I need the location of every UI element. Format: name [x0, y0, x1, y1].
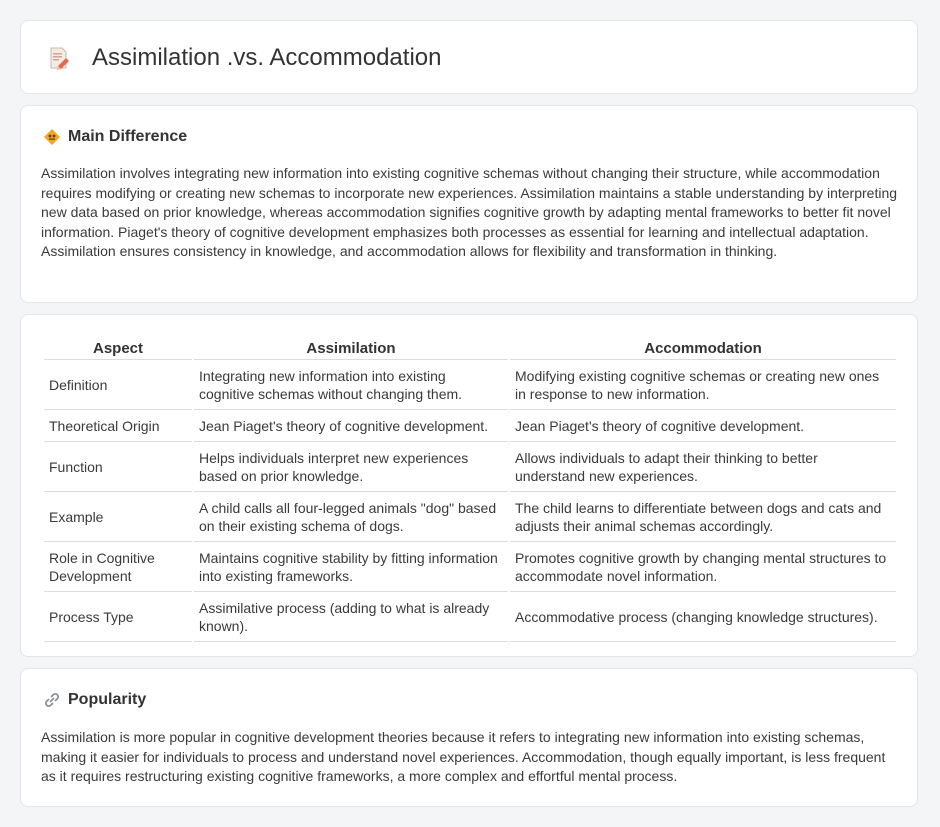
- popularity-heading: Popularity: [68, 691, 147, 708]
- row-assimilation: Jean Piaget's theory of cognitive development.: [194, 410, 508, 442]
- table-header-row: [44, 335, 896, 360]
- row-accommodation: Allows individuals to adapt their thinking to better understand new experiences.: [510, 442, 896, 492]
- row-aspect: Definition: [44, 360, 192, 410]
- row-accommodation: The child learns to differentiate between dogs and cats and adjusts their animal schemas accordingly.: [510, 492, 896, 542]
- header-assimilation: Assimilation: [194, 335, 508, 360]
- row-accommodation: Jean Piaget's theory of cognitive development.: [510, 410, 896, 442]
- title-card: [20, 20, 918, 94]
- row-aspect: Function: [44, 442, 192, 492]
- table-row: [44, 360, 896, 410]
- main-difference-text: Assimilation involves integrating new information into existing cognitive schemas without changing their structure, while accommodation requires modifying or creating new schemas to incorporate new experiences. Assimilation maintains a stable understanding by interpreting new data based on prior knowledge, whereas accommodation signifies cognitive growth by adapting mental frameworks to better fit novel information. Piaget's theory of cognitive development emphasizes both processes as essential for learning and intellectual adaptation. Assimilation ensures consistency in knowledge, and accommodation allows for flexibility and transformation in thinking.: [41, 165, 898, 259]
- row-assimilation: Assimilative process (adding to what is already known).: [194, 592, 508, 642]
- header-aspect: Aspect: [44, 335, 192, 360]
- row-accommodation: Accommodative process (changing knowledge structures).: [510, 592, 896, 642]
- popularity-header: [43, 690, 146, 710]
- main-difference-heading: Main Difference: [68, 128, 188, 145]
- row-aspect: Theoretical Origin: [44, 410, 192, 442]
- table-row: [44, 542, 896, 592]
- page-title: Assimilation .vs. Accommodation: [92, 44, 442, 71]
- table-row: [44, 442, 896, 492]
- row-accommodation: Modifying existing cognitive schemas or creating new ones in response to new information.: [510, 360, 896, 410]
- document-edit-icon: [47, 46, 71, 70]
- row-assimilation: A child calls all four-legged animals "dog" based on their existing schema of dogs.: [194, 492, 508, 542]
- header-accommodation: Accommodation: [510, 335, 896, 360]
- diamond-sign-icon: [43, 128, 61, 146]
- table-row: [44, 410, 896, 442]
- row-assimilation: Helps individuals interpret new experiences based on prior knowledge.: [194, 442, 508, 492]
- link-icon: [43, 691, 61, 709]
- row-accommodation: Promotes cognitive growth by changing mental structures to accommodate novel information.: [510, 542, 896, 592]
- row-aspect: Example: [44, 492, 192, 542]
- main-difference-header: [43, 127, 187, 147]
- popularity-text: Assimilation is more popular in cognitive development theories because it refers to integrating new information into existing schemas, making it easier for individuals to process and understand novel experiences. Accommodation, though equally important, is less frequent as it requires restructuring existing cognitive frameworks, a more complex and effortful mental process.: [41, 729, 886, 784]
- comparison-card: [20, 314, 918, 657]
- row-assimilation: Integrating new information into existing cognitive schemas without changing them.: [194, 360, 508, 410]
- row-aspect: Process Type: [44, 592, 192, 642]
- row-aspect: Role in Cognitive Development: [44, 542, 192, 592]
- table-row: [44, 592, 896, 642]
- main-difference-card: [20, 105, 918, 303]
- popularity-card: [20, 668, 918, 807]
- table-row: [44, 492, 896, 542]
- comparison-table: [42, 335, 898, 642]
- row-assimilation: Maintains cognitive stability by fitting information into existing frameworks.: [194, 542, 508, 592]
